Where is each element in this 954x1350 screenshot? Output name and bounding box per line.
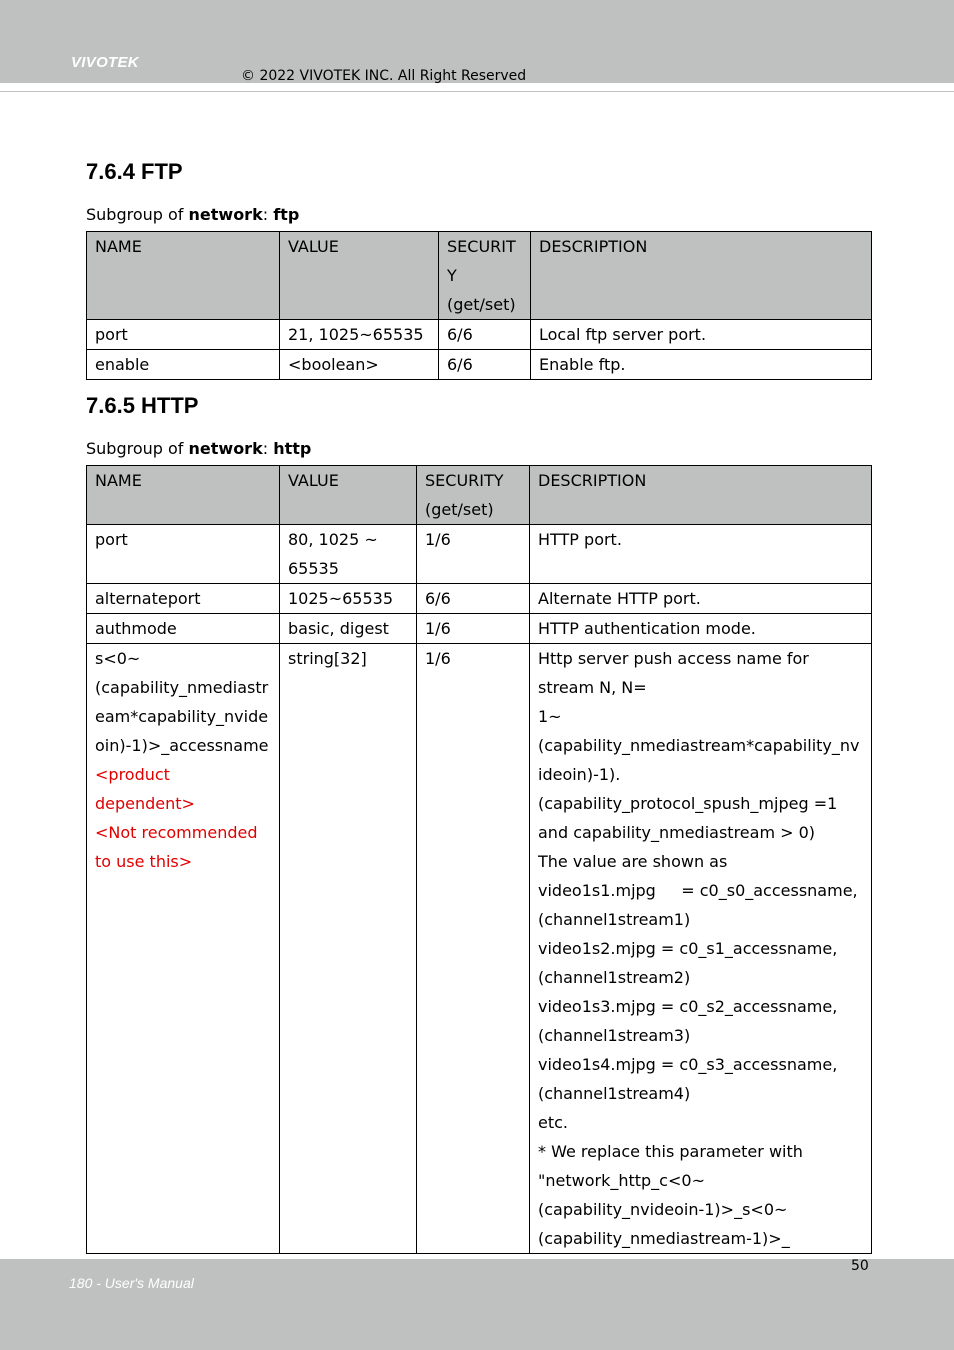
cell-security: 1/6 — [417, 525, 530, 584]
table-row — [87, 525, 872, 584]
param-name: s<0~(capability_nmediastream*capability_nvideoin)-1)>_accessname — [95, 649, 269, 755]
cell-name — [87, 644, 280, 1254]
product-dependent-note: <product dependent> — [95, 765, 195, 813]
cell-description — [530, 644, 872, 1254]
description-line: * We replace this parameter with "network_http_c<0~(capability_nvideoin-1)>_s<0~(capability_nmediastream-1)>_ — [538, 1142, 803, 1248]
description-line: video1s3.mjpg = c0_s2_accessname, (channel1stream3) — [538, 997, 838, 1045]
column-header-description: DESCRIPTION — [530, 466, 872, 525]
column-header-name: NAME — [87, 466, 280, 525]
cell-name: port — [87, 525, 280, 584]
cell-value: string[32] — [280, 644, 417, 1254]
cell-security: 6/6 — [417, 584, 530, 614]
subgroup-name: ftp — [273, 205, 300, 224]
subgroup-group: network — [188, 205, 263, 224]
description-line: etc. — [538, 1113, 568, 1132]
section-title-http: 7.6.5 HTTP — [86, 393, 199, 418]
header-divider — [0, 91, 954, 92]
cell-description: HTTP authentication mode. — [530, 614, 872, 644]
cell-name: alternateport — [87, 584, 280, 614]
section-title-ftp: 7.6.4 FTP — [86, 159, 183, 184]
description-line: (capability_protocol_spush_mjpeg =1 and capability_nmediastream > 0) — [538, 794, 838, 842]
column-header-security: SECURITY (get/set) — [417, 466, 530, 525]
column-header-security: SECURITY (get/set) — [439, 232, 531, 320]
cell-security: 1/6 — [417, 614, 530, 644]
subgroup-http — [86, 439, 311, 458]
column-header-description: DESCRIPTION — [531, 232, 872, 320]
subgroup-prefix: Subgroup of — [86, 439, 189, 458]
table-row — [87, 614, 872, 644]
subgroup-ftp — [86, 205, 299, 224]
table-row — [87, 584, 872, 614]
description-line: The value are shown as — [538, 852, 728, 871]
cell-description: Alternate HTTP port. — [530, 584, 872, 614]
cell-security: 6/6 — [439, 320, 531, 350]
table-row — [87, 350, 872, 380]
table-row — [87, 320, 872, 350]
description-line: video1s1.mjpg = c0_s0_accessname, (channel1stream1) — [538, 881, 863, 929]
table-row — [87, 644, 872, 1254]
cell-description: Local ftp server port. — [531, 320, 872, 350]
http-parameter-table — [86, 465, 872, 1254]
column-header-value: VALUE — [280, 232, 439, 320]
subgroup-name: http — [273, 439, 312, 458]
ftp-parameter-table — [86, 231, 872, 380]
description-line: video1s2.mjpg = c0_s1_accessname, (channel1stream2) — [538, 939, 838, 987]
cell-value: 80, 1025 ~ 65535 — [280, 525, 417, 584]
table-header-row — [87, 232, 872, 320]
column-header-value: VALUE — [280, 466, 417, 525]
page-footer-bar — [0, 1259, 954, 1350]
description-line: Http server push access name for stream N, N= — [538, 649, 809, 697]
cell-name: authmode — [87, 614, 280, 644]
description-line: video1s4.mjpg = c0_s3_accessname, (channel1stream4) — [538, 1055, 838, 1103]
subgroup-sep: : — [262, 205, 274, 224]
page-number: 50 — [851, 1258, 869, 1274]
brand-logo: VIVOTEK — [71, 54, 139, 71]
cell-value: 21, 1025~65535 — [280, 320, 439, 350]
table-header-row — [87, 466, 872, 525]
subgroup-group: network — [188, 439, 263, 458]
cell-name: port — [87, 320, 280, 350]
manual-page-label: 180 - User's Manual — [69, 1275, 194, 1291]
cell-description: Enable ftp. — [531, 350, 872, 380]
cell-name: enable — [87, 350, 280, 380]
copyright-text: © 2022 VIVOTEK INC. All Right Reserved — [241, 68, 527, 84]
description-line: 1~(capability_nmediastream*capability_nvideoin)-1). — [538, 707, 860, 784]
column-header-name: NAME — [87, 232, 280, 320]
cell-value: basic, digest — [280, 614, 417, 644]
cell-description: HTTP port. — [530, 525, 872, 584]
cell-security: 1/6 — [417, 644, 530, 1254]
subgroup-sep: : — [262, 439, 274, 458]
subgroup-prefix: Subgroup of — [86, 205, 189, 224]
not-recommended-note: <Not recommended to use this> — [95, 823, 258, 871]
cell-value: 1025~65535 — [280, 584, 417, 614]
cell-security: 6/6 — [439, 350, 531, 380]
cell-value: <boolean> — [280, 350, 439, 380]
